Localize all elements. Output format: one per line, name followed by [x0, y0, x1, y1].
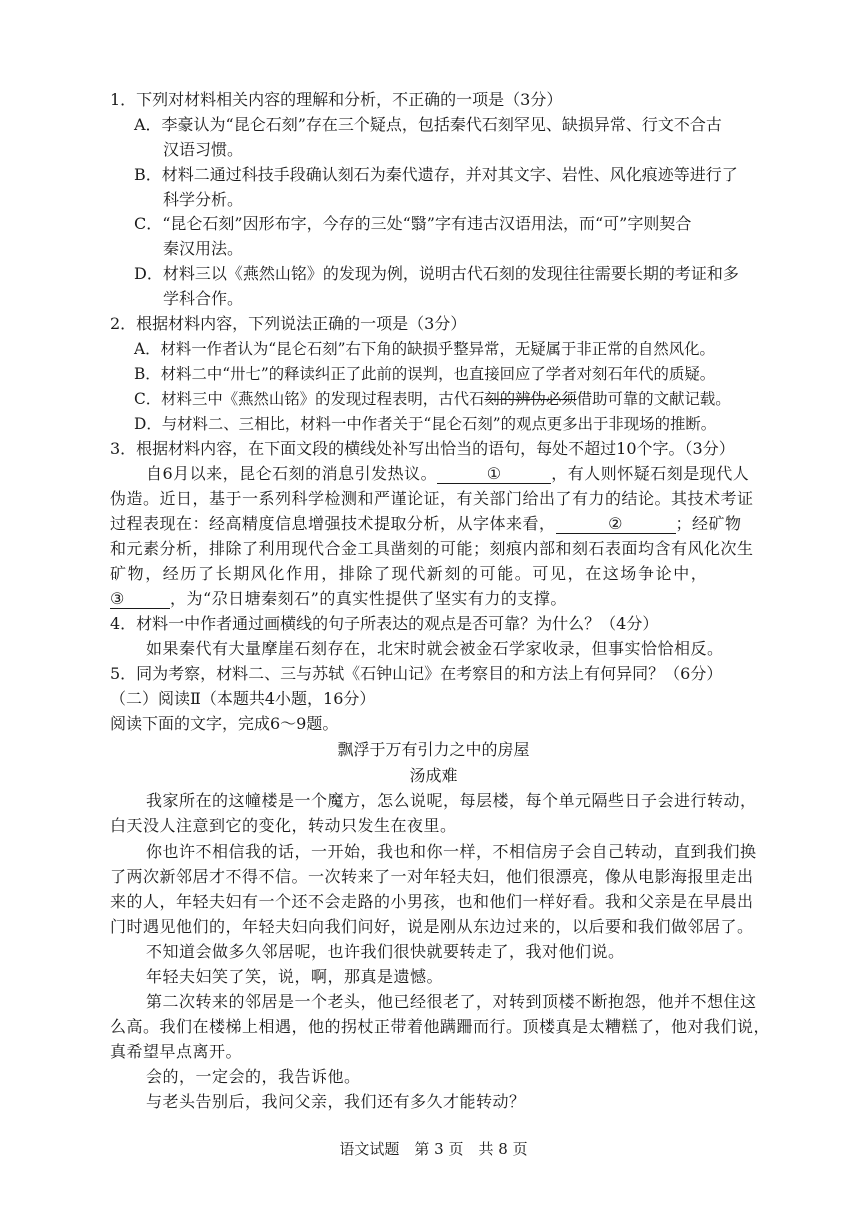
q3-blank-1[interactable]: ①: [437, 465, 551, 484]
q4-quote: 如果秦代有大量摩崖石刻存在，北宋时就会被金石学家收录，但事实恰恰相反。: [146, 639, 724, 658]
q3-paragraph-line2: 伪造。近日，基于一系列科学检测和严谨论证，有关部门给出了有力的结论。其技术考证: [110, 489, 754, 508]
q3-blank-2[interactable]: ②: [556, 515, 676, 534]
q1-option-c-line1: C．“昆仑石刻”因形布字，今存的三处“翳”字有违古汉语用法，而“可”字则契合: [134, 214, 692, 233]
story-line-6: 门时遇见他们的，年轻夫妇向我们问好，说是刚从东边过来的，以后要和我们做邻居了。: [110, 917, 754, 936]
q2-option-c-struck-text: 刻的辨伪必须: [484, 390, 577, 408]
story-line-3: 你也许不相信我的话，一开始，我也和你一样，不相信房子会自己转动，直到我们换: [146, 842, 757, 861]
story-author: 汤成难: [409, 766, 458, 785]
story-line-9: 第二次转来的邻居是一个老头，他已经很老了，对转到顶楼不断抱怨，他并不想住这: [146, 992, 757, 1011]
story-line-12: 会的，一定会的，我告诉他。: [146, 1067, 361, 1086]
q2-stem: 2．根据材料内容，下列说法正确的一项是（3分）: [110, 314, 467, 333]
section-heading: （二）阅读Ⅱ（本题共4小题，16分）: [110, 689, 376, 708]
q3-paragraph-line5: 矿物，经历了长期风化作用，排除了现代新刻的可能。可见，在这场争论中，: [110, 564, 709, 583]
q1-option-a-line2: 汉语习惯。: [163, 140, 244, 159]
story-line-1: 我家所在的这幢楼是一个魔方，怎么说呢，每层楼，每个单元隔些日子会进行转动，: [146, 791, 757, 810]
q3-blank-3[interactable]: ③: [110, 590, 170, 609]
q3-text-1b: ，有人则怀疑石刻是现代人: [551, 464, 750, 483]
q3-text-1: 自6月以来，昆仑石刻的消息引发热议。: [146, 464, 438, 483]
page-footer: 语文试题 第 3 页 共 8 页: [339, 1140, 528, 1158]
q3-text-6: ，为“尕日塘秦刻石”的真实性提供了坚实有力的支撑。: [170, 589, 567, 608]
q3-paragraph-line4: 和元素分析，排除了利用现代合金工具凿刻的可能；刻痕内部和刻石表面均含有风化次生: [110, 539, 754, 558]
story-line-4: 了两次新邻居才不得不信。一次转来了一对年轻夫妇，他们很漂亮，像从电影海报里走出: [110, 867, 754, 886]
story-line-10: 么高。我们在楼梯上相遇，他的拐杖正带着他蹒跚而行。顶楼真是太糟糕了，他对我们说，: [110, 1017, 771, 1036]
q1-option-b-line1: B．材料二通过科技手段确认刻石为秦代遗存，并对其文字、岩性、风化痕迹等进行了: [134, 165, 738, 184]
q3-text-3b: ；经矿物: [675, 514, 742, 533]
q3-paragraph-line6: [110, 587, 567, 611]
story-line-7: 不知道会做多久邻居呢，也许我们很快就要转走了，我对他们说。: [146, 942, 625, 961]
story-line-2: 白天没人注意到它的变化，转动只发生在夜里。: [110, 816, 457, 835]
q1-option-d-line2: 学科合作。: [163, 289, 244, 308]
q1-option-c-line2: 秦汉用法。: [163, 239, 244, 258]
q3-paragraph-line3: [110, 512, 742, 536]
q2-option-a: A．材料一作者认为“昆仑石刻”右下角的缺损乎整异常，无疑属于非正常的自然风化。: [134, 340, 715, 358]
q2-option-b: B．材料二中“卅七”的释读纠正了此前的误判，也直接回应了学者对刻石年代的质疑。: [134, 365, 716, 383]
story-line-13: 与老头告别后，我问父亲，我们还有多久才能转动？: [146, 1092, 526, 1111]
q2-option-c: [134, 387, 731, 411]
story-line-11: 真希望早点离开。: [110, 1042, 243, 1061]
q1-option-d-line1: D．材料三以《燕然山铭》的发现为例，说明古代石刻的发现往往需要长期的考证和多: [134, 264, 739, 283]
q1-option-a-line1: A．李豪认为“昆仑石刻”存在三个疑点，包括秦代石刻罕见、缺损异常、行文不合古: [134, 115, 722, 134]
section-instruction: 阅读下面的文字，完成6～9题。: [110, 714, 339, 733]
story-title: 飘浮于万有引力之中的房屋: [337, 740, 530, 759]
story-line-5: 来的人，年轻夫妇有一个还不会走路的小男孩，也和他们一样好看。我和父亲是在早晨出: [110, 892, 754, 911]
q1-option-b-line2: 科学分析。: [163, 190, 244, 209]
q3-paragraph-line1: [146, 462, 749, 486]
q3-text-3: 过程表现在：经高精度信息增强技术提取分析，从字体来看，: [110, 514, 556, 533]
q2-option-c-text: C．材料三中《燕然山铭》的发现过程表明，古代石: [134, 390, 485, 408]
story-line-8: 年轻夫妇笑了笑，说，啊，那真是遗憾。: [146, 967, 444, 986]
q2-option-c-tail: 借助可靠的文献记载。: [576, 390, 731, 408]
q3-stem: 3．根据材料内容，在下面文段的横线处补写出恰当的语句，每处不超过10个字。（3分）: [110, 439, 735, 458]
q5-stem: 5．同为考察，材料二、三与苏轼《石钟山记》在考察目的和方法上有何异同？（6分）: [110, 664, 723, 683]
q1-stem: 1．下列对材料相关内容的理解和分析，不正确的一项是（3分）: [110, 90, 563, 109]
q2-option-d: D．与材料二、三相比，材料一中作者关于“昆仑石刻”的观点更多出于非现场的推断。: [134, 415, 717, 433]
q4-stem: 4．材料一中作者通过画横线的句子所表达的观点是否可靠？为什么？（4分）: [110, 614, 659, 633]
